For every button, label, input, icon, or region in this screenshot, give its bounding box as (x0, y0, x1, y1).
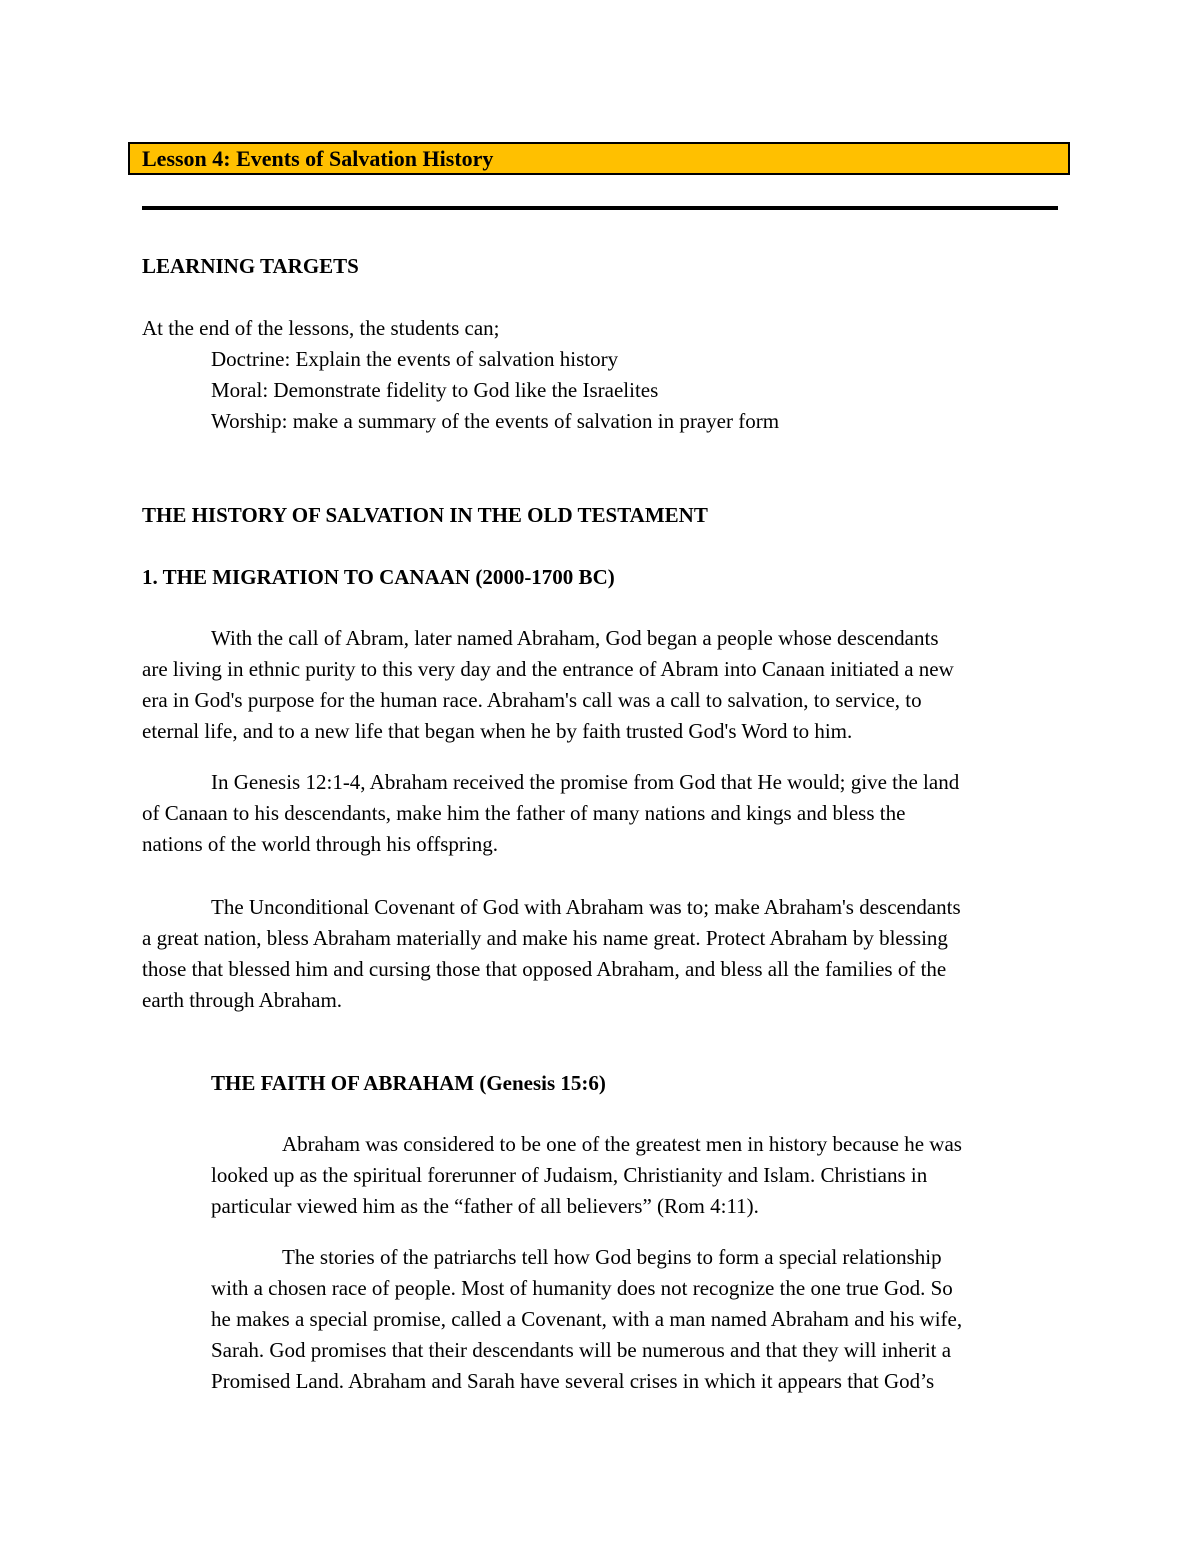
migration-para1-line3: era in God's purpose for the human race. Abraham's call was a call to salvation, to service, to (142, 688, 922, 712)
horizontal-rule (142, 206, 1058, 210)
migration-para2-line2: of Canaan to his descendants, make him the father of many nations and kings and bless the (142, 801, 906, 825)
learning-targets-intro: At the end of the lessons, the students can; (142, 316, 500, 340)
migration-para3-line1: The Unconditional Covenant of God with Abraham was to; make Abraham's descendants (211, 895, 961, 919)
migration-para1-line4: eternal life, and to a new life that began when he by faith trusted God's Word to him. (142, 719, 853, 743)
learning-targets-heading: LEARNING TARGETS (142, 254, 359, 278)
faith-para2-line1: The stories of the patriarchs tell how God begins to form a special relationship (282, 1245, 942, 1269)
migration-para3-line3: those that blessed him and cursing those that opposed Abraham, and bless all the families of the (142, 957, 947, 981)
faith-heading: THE FAITH OF ABRAHAM (Genesis 15:6) (211, 1071, 606, 1095)
migration-para3-line2: a great nation, bless Abraham materially and make his name great. Protect Abraham by blessing (142, 926, 948, 950)
faith-para1-line1: Abraham was considered to be one of the greatest men in history because he was (282, 1132, 962, 1156)
faith-para2-line5: Promised Land. Abraham and Sarah have several crises in which it appears that God’s (211, 1369, 935, 1393)
migration-para3-line4: earth through Abraham. (142, 988, 343, 1012)
learning-target-worship: Worship: make a summary of the events of salvation in prayer form (211, 409, 780, 433)
learning-target-doctrine: Doctrine: Explain the events of salvation history (211, 347, 619, 371)
faith-para1-line2: looked up as the spiritual forerunner of Judaism, Christianity and Islam. Christians in (211, 1163, 928, 1187)
section-heading: THE HISTORY OF SALVATION IN THE OLD TESTAMENT (142, 503, 708, 527)
faith-para2-line3: he makes a special promise, called a Covenant, with a man named Abraham and his wife, (211, 1307, 963, 1331)
faith-para2-line4: Sarah. God promises that their descendants will be numerous and that they will inherit a (211, 1338, 952, 1362)
migration-para2-line3: nations of the world through his offspring. (142, 832, 498, 856)
migration-para1-line1: With the call of Abram, later named Abraham, God began a people whose descendants (211, 626, 939, 650)
migration-para2-line1: In Genesis 12:1-4, Abraham received the promise from God that He would; give the land (211, 770, 960, 794)
migration-heading: 1. THE MIGRATION TO CANAAN (2000-1700 BC) (142, 565, 615, 589)
learning-target-moral: Moral: Demonstrate fidelity to God like the Israelites (211, 378, 659, 402)
migration-para1-line2: are living in ethnic purity to this very day and the entrance of Abram into Canaan initiated a new (142, 657, 954, 681)
faith-para1-line3: particular viewed him as the “father of all believers” (Rom 4:11). (211, 1194, 759, 1218)
faith-para2-line2: with a chosen race of people. Most of humanity does not recognize the one true God. So (211, 1276, 953, 1300)
lesson-title: Lesson 4: Events of Salvation History (142, 146, 494, 171)
lesson-title-box (128, 142, 1070, 175)
